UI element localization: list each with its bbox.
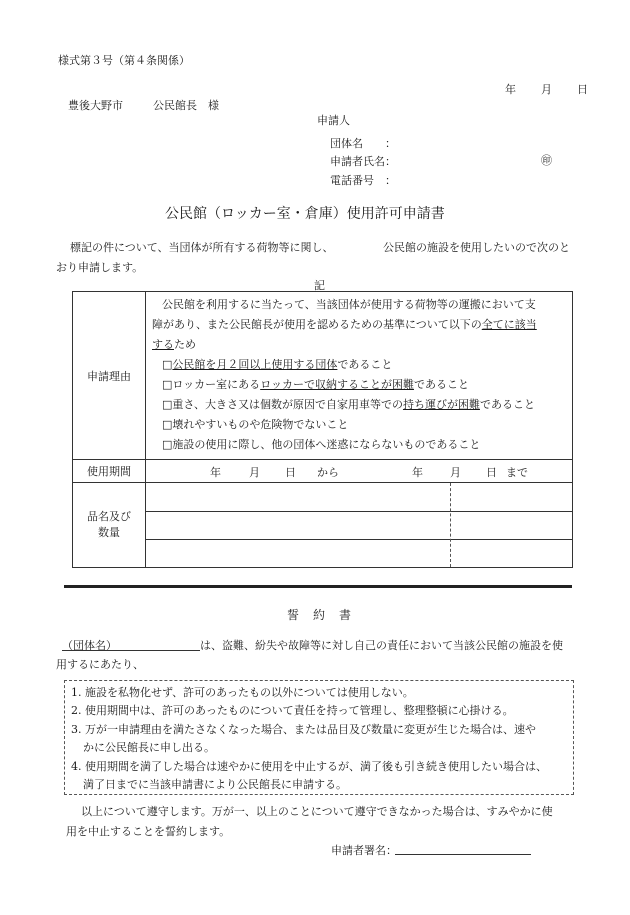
reason-intro-2b: 全てに該当 (481, 318, 537, 331)
addressee-title: 公民館長 様 (153, 99, 219, 112)
criterion-3-tail: であること (479, 398, 535, 411)
period-from: から (317, 466, 339, 479)
items-column-divider (450, 483, 451, 567)
pledge-item-2: 2. 使用期間中は、許可のあったものについて責任を持って管理し、整理整頓に心掛ける。 (71, 704, 514, 718)
date-day-label: 日 (577, 83, 588, 96)
intro-line-2: おり申請します。 (56, 261, 144, 274)
items-row-divider-2 (146, 539, 572, 540)
items-label-1: 品名及び (87, 510, 131, 523)
pledge-item-3-line-2: かに公民館長に申し出る。 (83, 741, 215, 755)
pledge-terms-box (64, 680, 574, 795)
signature-line[interactable] (395, 854, 531, 855)
applicant-name-label: 申請者氏名： (330, 155, 396, 168)
criterion-5[interactable]: □施設の使用に際し、他の団体へ迷惑にならないものであること (162, 438, 481, 451)
phone-label: 電話番号 ： (330, 174, 396, 187)
reason-intro-2a: 障があり、また公民館長が使用を認めるための基準について以下の (152, 318, 482, 331)
period-day-1: 日 (285, 466, 296, 479)
reason-intro-3a: する (152, 338, 174, 351)
criterion-4[interactable]: □壊れやすいものや危険物でないこと (162, 418, 349, 431)
reason-intro-1: 公民館を利用するに当たって、当該団体が使用する荷物等の運搬において支 (162, 298, 536, 311)
criterion-2-underlined: ロッカーで収納することが困難 (260, 378, 414, 391)
period-day-2: 日 (486, 466, 497, 479)
date-month-label: 月 (541, 83, 552, 96)
criterion-1-tail: であること (337, 358, 393, 371)
criterion-3 (152, 395, 566, 415)
addressee-city: 豊後大野市 (68, 99, 123, 112)
ki-heading: 記 (314, 279, 325, 292)
period-to: まで (506, 466, 528, 479)
criterion-1 (152, 355, 566, 375)
pledge-title: 誓 約 書 (287, 608, 353, 622)
reason-row (73, 292, 573, 460)
criterion-2 (152, 375, 566, 395)
reason-intro-2 (152, 315, 566, 335)
pledge-line-2: 用するにあたり、 (56, 658, 144, 671)
pledge-item-4-line-1: 4. 使用期間を満了した場合は速やかに使用を中止するが、満了後も引き続き使用したい場合は、 (71, 759, 547, 773)
intro-line-1a: 標記の件について、当団体が所有する荷物等に関し、 (70, 241, 334, 254)
items-row (73, 483, 573, 568)
pledge-item-3-line-1: 3. 万が一申請理由を満たさなくなった場合、または品目及び数量に変更が生じた場合は、速や (71, 722, 536, 736)
pledge-group-placeholder[interactable]: （団体名） (62, 639, 117, 652)
reason-label: 申請理由 (73, 292, 146, 460)
reason-intro-3b: ため (174, 338, 196, 351)
pledge-group-line (62, 650, 200, 651)
pledge-item-1: 1. 施設を私物化せず、許可のあったもの以外については使用しない。 (71, 686, 414, 699)
period-year-2: 年 (412, 466, 423, 479)
section-divider (64, 585, 572, 588)
signature-label: 申請者署名： (331, 844, 397, 857)
pledge-item-4-line-2: 満了日までに当該申請書により公民館長に申請する。 (83, 778, 347, 792)
group-name-label: 団体名 ： (330, 137, 396, 150)
criterion-1-underlined: 公民館を月２回以上使用する団体 (172, 358, 338, 371)
form-number: 様式第３号（第４条関係） (58, 54, 190, 67)
period-cell[interactable] (146, 460, 573, 483)
period-label: 使用期間 (73, 460, 146, 483)
seal-mark: ㊞ (541, 154, 552, 167)
period-row (73, 460, 573, 483)
document-title: 公民館（ロッカー室・倉庫）使用許可申請書 (165, 206, 445, 222)
period-year-1: 年 (210, 466, 221, 479)
items-row-divider-1 (146, 511, 572, 512)
items-label-2: 数量 (98, 526, 120, 539)
period-month-2: 月 (450, 466, 461, 479)
pledge-closing-2: 用を中止することを誓約します。 (66, 825, 231, 838)
pledge-closing-1: 以上について遵守します。万が一、以上のことについて遵守できなかった場合は、すみやかに使 (81, 805, 553, 818)
checkbox-1[interactable]: □ (162, 358, 173, 371)
items-cell[interactable] (146, 483, 573, 568)
criterion-3-underlined: 持ち運びが困難 (402, 398, 480, 411)
date-year-label: 年 (505, 83, 516, 96)
pledge-line-1: は、盗難、紛失や故障等に対し自己の責任において当該公民館の施設を使 (200, 639, 563, 652)
intro-line-1b: 公民館の施設を使用したいので次のと (383, 241, 570, 254)
criterion-2-tail: であること (413, 378, 469, 391)
application-table (72, 291, 573, 568)
applicant-heading: 申請人 (317, 114, 350, 127)
criterion-3-a[interactable]: □重さ、大きさ又は個数が原因で自家用車等での (162, 398, 403, 411)
period-month-1: 月 (249, 466, 260, 479)
items-label (73, 483, 146, 568)
reason-cell (146, 292, 573, 460)
reason-intro-3 (152, 335, 566, 355)
criterion-2-a[interactable]: □ロッカー室にある (162, 378, 261, 391)
